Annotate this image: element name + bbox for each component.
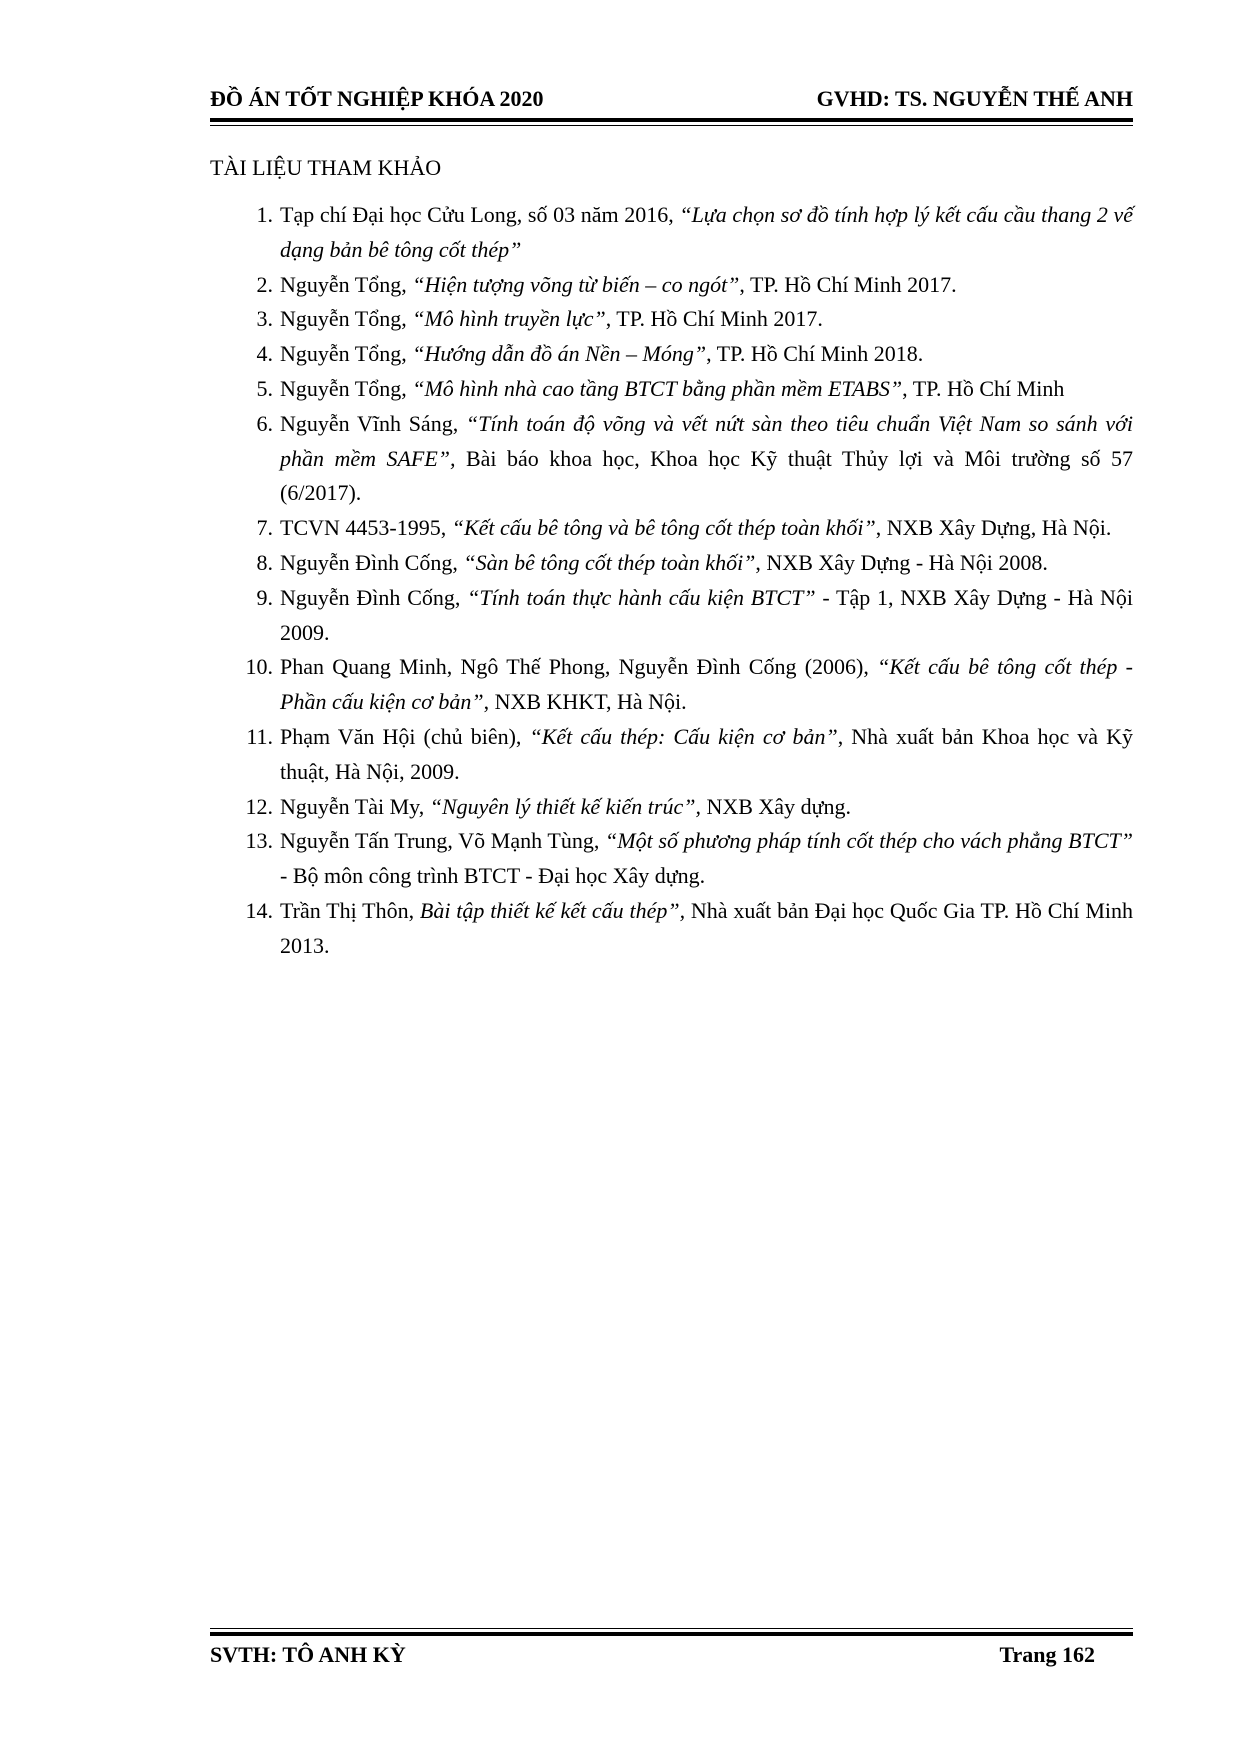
reference-author: Phan Quang Minh, Ngô Thế Phong, Nguyễn Đình Cống (2006), (280, 654, 878, 680)
reference-item (210, 581, 1133, 651)
reference-number: 12. (245, 793, 273, 819)
reference-publication: Nhà xuất bản Đại học Quốc Gia TP. Hồ Chí Minh 2013. (280, 897, 1133, 958)
reference-title: “Mô hình nhà cao tầng BTCT bằng phần mềm ETABS” (412, 375, 903, 401)
reference-title: “Tính toán độ võng và vết nứt sàn theo tiêu chuẩn Việt Nam so sánh với phần mềm SAFE”, (280, 410, 1133, 471)
reference-publication: , NXB Xây Dựng, Hà Nội. (875, 515, 1112, 541)
reference-author: TCVN 4453-1995, (280, 515, 452, 541)
reference-item (210, 511, 1133, 546)
reference-number: 11. (246, 723, 273, 749)
reference-title: “Mô hình truyền lực” (412, 306, 606, 332)
reference-publication: - Bộ môn công trình BTCT - Đại học Xây dựng. (280, 863, 706, 889)
page-header (210, 84, 1133, 114)
reference-title: “Hướng dẫn đồ án Nền – Móng” (412, 341, 707, 367)
header-rule-thin (210, 125, 1133, 126)
reference-author: Phạm Văn Hội (chủ biên), (280, 723, 530, 749)
reference-publication: Bài báo khoa học, Khoa học Kỹ thuật Thủy lợi và Môi trường số 57 (6/2017). (280, 445, 1133, 506)
reference-author: Nguyễn Đình Cống, (280, 549, 464, 575)
reference-list (210, 198, 1133, 964)
reference-title: Bài tập thiết kế kết cấu thép”, (419, 897, 686, 923)
reference-publication: , TP. Hồ Chí Minh 2018. (706, 341, 924, 367)
reference-number: 2. (256, 271, 273, 297)
reference-publication: , TP. Hồ Chí Minh 2017. (739, 271, 957, 297)
page-footer (210, 1640, 1133, 1670)
reference-number: 1. (256, 202, 273, 227)
reference-publication: - Tập 1, NXB Xây Dựng - Hà Nội 2009. (280, 584, 1134, 645)
footer-rule-thick (210, 1632, 1133, 1636)
section-title: TÀI LIỆU THAM KHẢO (210, 155, 442, 180)
reference-author: Nguyễn Tổng, (280, 341, 413, 367)
reference-publication: , Nhà xuất bản Khoa học và Kỹ thuật, Hà Nội, 2009. (280, 723, 1133, 784)
reference-title: “Hiện tượng võng từ biến – co ngót” (412, 271, 740, 297)
reference-author: Tạp chí Đại học Cửu Long, số 03 năm 2016, (280, 202, 680, 227)
reference-number: 7. (256, 515, 273, 541)
reference-number: 9. (256, 584, 273, 610)
reference-number: 4. (256, 341, 273, 367)
reference-item (210, 824, 1133, 894)
reference-number: 5. (256, 375, 273, 401)
reference-title: “Một số phương pháp tính cốt thép cho vách phẳng BTCT” (605, 828, 1133, 854)
header-project-title: ĐỒ ÁN TỐT NGHIỆP KHÓA 2020 (210, 86, 544, 111)
reference-publication: , TP. Hồ Chí Minh (902, 375, 1065, 401)
reference-item (210, 720, 1133, 790)
footer-student-name: SVTH: TÔ ANH KỲ (210, 1642, 406, 1667)
reference-item (210, 790, 1133, 825)
reference-item (210, 546, 1133, 581)
reference-publication: , TP. Hồ Chí Minh 2017. (605, 306, 823, 332)
reference-item (210, 337, 1133, 372)
reference-number: 10. (245, 654, 273, 680)
reference-number: 6. (256, 410, 273, 436)
reference-item (210, 650, 1133, 720)
reference-author: Trần Thị Thôn, (280, 897, 420, 923)
reference-author: Nguyễn Tổng, (280, 375, 413, 401)
page-number: Trang 162 (999, 1642, 1095, 1667)
reference-title: “Lựa chọn sơ đồ tính hợp lý kết cấu cầu thang 2 vế dạng bản bê tông cốt thép” (280, 202, 1133, 262)
footer-rule-thin (210, 1628, 1133, 1629)
reference-item (210, 268, 1133, 303)
reference-title: “Nguyên lý thiết kế kiến trúc”, (429, 793, 701, 819)
reference-title: “Kết cấu bê tông cốt thép - Phần cấu kiện cơ bản” (280, 654, 1133, 715)
reference-publication: NXB Xây dựng. (700, 793, 851, 819)
reference-title: “Kết cấu bê tông và bê tông cốt thép toàn khối” (451, 515, 876, 541)
reference-author: Nguyễn Tấn Trung, Võ Mạnh Tùng, (280, 828, 606, 854)
reference-item (210, 372, 1133, 407)
reference-title: “Sàn bê tông cốt thép toàn khối” (463, 549, 756, 575)
reference-item (210, 302, 1133, 337)
reference-item (210, 894, 1133, 964)
reference-author: Nguyễn Tài My, (280, 793, 430, 819)
reference-publication: , NXB Xây Dựng - Hà Nội 2008. (755, 549, 1048, 575)
reference-title: “Tính toán thực hành cấu kiện BTCT” (467, 584, 816, 610)
reference-number: 3. (256, 306, 273, 332)
reference-item (210, 198, 1133, 268)
reference-number: 13. (245, 828, 273, 854)
header-rule-thick (210, 118, 1133, 122)
reference-title: “Kết cấu thép: Cấu kiện cơ bản” (529, 723, 838, 749)
reference-publication: , NXB KHKT, Hà Nội. (483, 689, 687, 715)
reference-number: 14. (245, 897, 273, 923)
header-advisor: GVHD: TS. NGUYỄN THẾ ANH (816, 86, 1133, 111)
reference-number: 8. (256, 549, 273, 575)
reference-author: Nguyễn Đình Cống, (280, 584, 468, 610)
reference-item (210, 407, 1133, 511)
reference-author: Nguyễn Tổng, (280, 306, 413, 332)
reference-author: Nguyễn Vĩnh Sáng, (280, 410, 466, 436)
reference-author: Nguyễn Tổng, (280, 271, 413, 297)
